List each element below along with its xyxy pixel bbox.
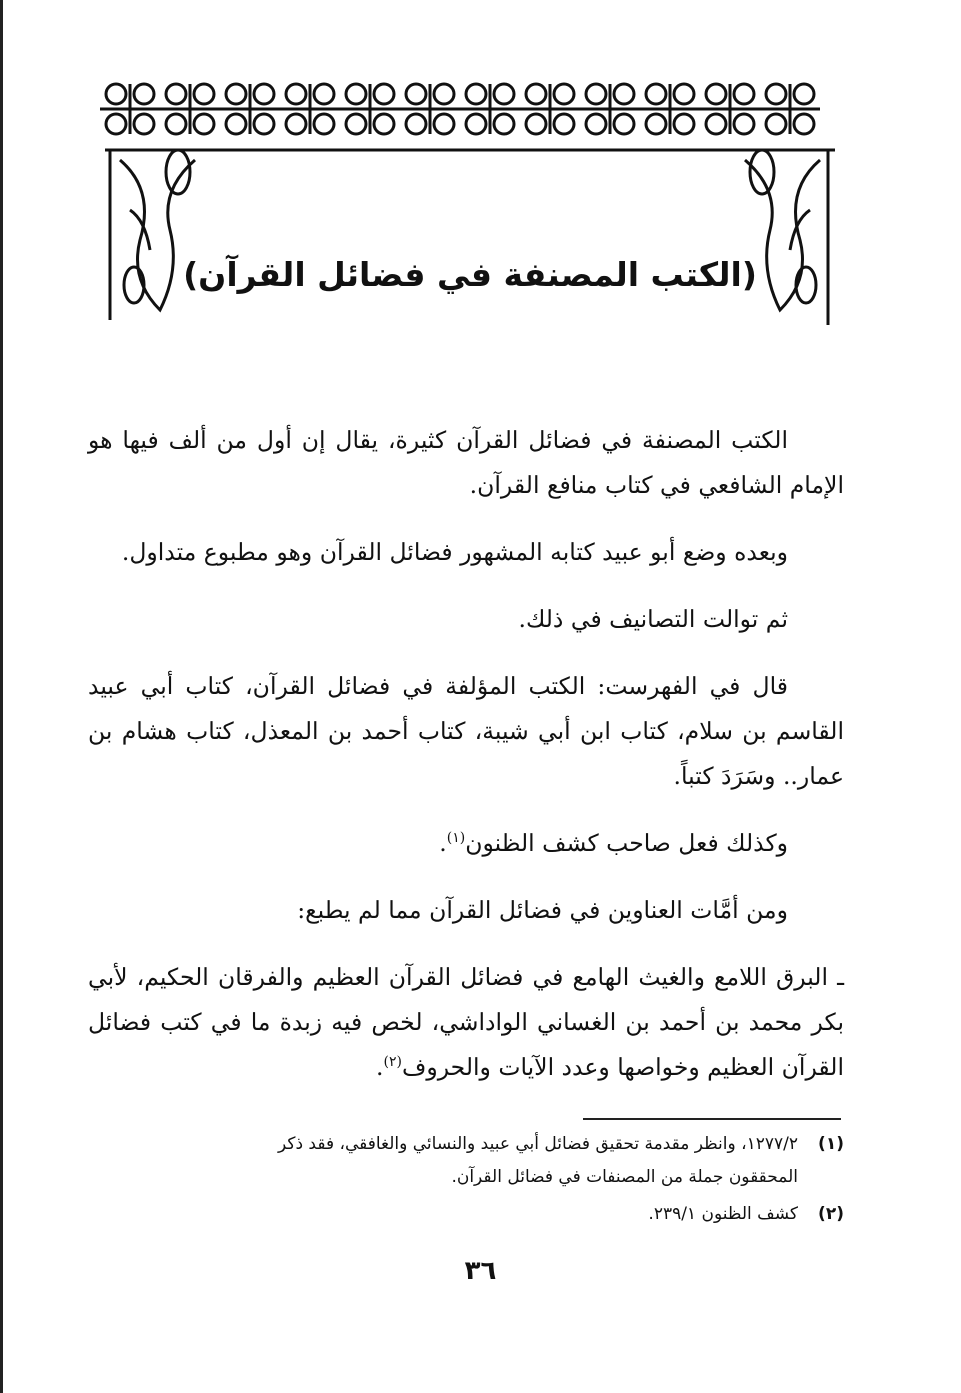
footnote-number: (١) [818, 1134, 844, 1154]
footnote-divider [583, 1118, 841, 1120]
paragraph: ومن أمَّات العناوين في فضائل القرآن مما لم يطبع: [297, 896, 788, 924]
period: . [439, 829, 447, 857]
footnote-text: ١٢٧٧/٢، وانظر مقدمة تحقيق فضائل أبي عبيد والنسائي والغافقي، فقد ذكر [277, 1134, 798, 1154]
paragraph [88, 821, 844, 866]
footnote [88, 1198, 844, 1231]
paragraph: وبعده وضع أبو عبيد كتابه المشهور فضائل القرآن وهو مطبوع متداول. [121, 538, 788, 566]
body-text [88, 418, 844, 1112]
page-edge-line [0, 0, 3, 1393]
paragraph: ثم توالت التصانيف في ذلك. [518, 605, 788, 633]
footnotes [88, 1128, 844, 1235]
footnote-text: المحققون جملة من المصنفات في فضائل القرآن. [451, 1167, 798, 1187]
footnote [88, 1128, 844, 1194]
paragraph [88, 955, 844, 1090]
page-number: ٣٦ [464, 1256, 497, 1286]
footnote-number: (٢) [818, 1204, 844, 1224]
paragraph-text: ـ البرق اللامع والغيث الهامع في فضائل القرآن العظيم والفرقان الحكيم، لأبي بكر محمد بن أحمد بن الغساني الواداشي، لخص فيه زبدة ما في كتب فضائل القرآن العظيم وخواصها وعدد الآيات والحروف [88, 963, 844, 1081]
paragraph-text: وكذلك فعل صاحب كشف الظنون [465, 829, 788, 857]
footnote-ref-1[interactable]: (١) [446, 830, 466, 847]
period: . [376, 1053, 384, 1081]
page-title: (الكتب المصنفة في فضائل القرآن) [183, 255, 757, 294]
footnote-ref-2[interactable]: (٢) [383, 1054, 402, 1071]
footnote-text: كشف الظنون ٢٣٩/١. [648, 1204, 798, 1224]
paragraph: قال في الفهرست: الكتب المؤلفة في فضائل القرآن، كتاب أبي عبيد القاسم بن سلام، كتاب ابن أبي شيبة، كتاب أحمد بن المعذل، كتاب هشام بن عمار.. وسَرَدَ كتباً. [88, 672, 844, 790]
paragraph: الكتب المصنفة في فضائل القرآن كثيرة، يقال إن أول من ألف فيها هو الإمام الشافعي في كتاب منافع القرآن. [88, 426, 844, 499]
